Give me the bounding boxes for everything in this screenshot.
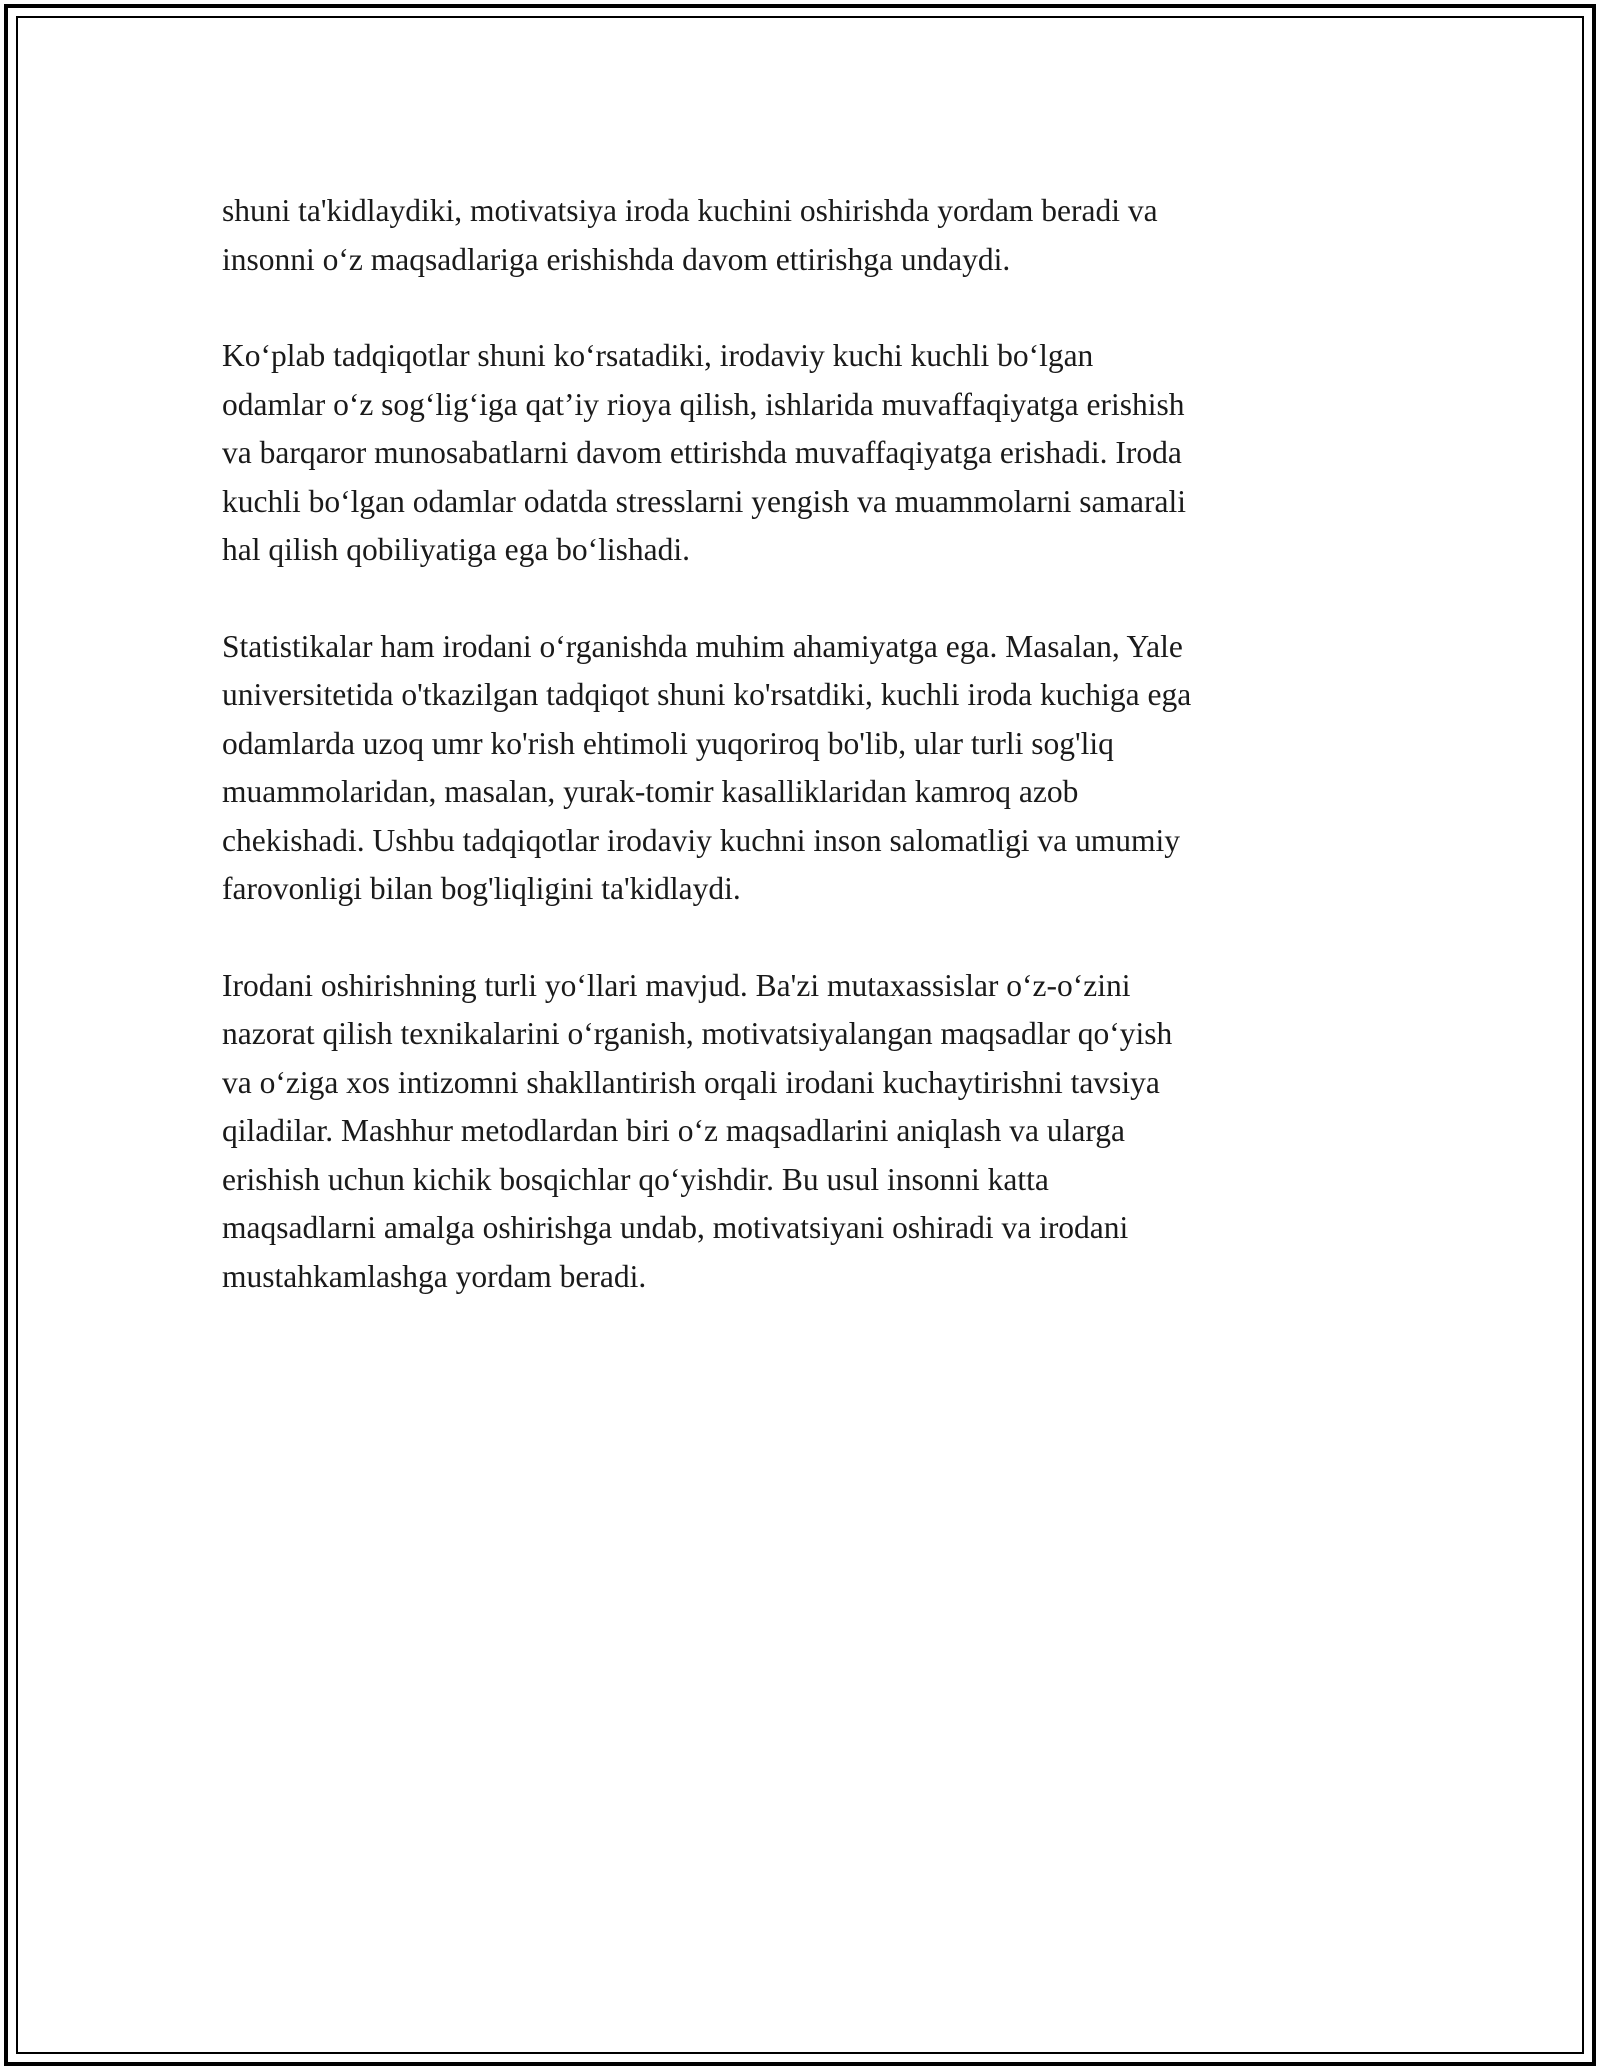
paragraph-research (222, 332, 1412, 575)
text-line: qiladilar. Mashhur metodlardan biri oʻz maqsadlarini aniqlash va ularga (222, 1113, 1126, 1148)
text-line: maqsadlarni amalga oshirishga undab, motivatsiyani oshiradi va irodani (222, 1210, 1129, 1245)
text-line: odamlarda uzoq umr ko'rish ehtimoli yuqoriroq bo'lib, ular turli sog'liq (222, 725, 1114, 761)
paragraph-methods (222, 962, 1412, 1302)
text-line: erishish uchun kichik bosqichlar qoʻyishdir. Bu usul insonni katta (222, 1161, 1049, 1197)
text-line: Koʻplab tadqiqotlar shuni koʻrsatadiki, irodaviy kuchi kuchli boʻlgan (222, 338, 1094, 373)
text-line: mustahkamlashga yordam beradi. (222, 1258, 647, 1294)
text-line: hal qilish qobiliyatiga ega boʻlishadi. (222, 532, 691, 567)
text-line: Irodani oshirishning turli yoʻllari mavjud. Ba'zi mutaxassislar oʻz-oʻzini (222, 967, 1131, 1003)
text-line: odamlar oʻz sogʻligʻiga qat’iy rioya qilish, ishlarida muvaffaqiyatga erishish (222, 386, 1185, 422)
text-line: shuni ta'kidlaydiki, motivatsiya iroda kuchini oshirishda yordam beradi va (222, 193, 1158, 228)
text-line: farovonligi bilan bog'liqligini ta'kidlaydi. (222, 871, 741, 906)
paragraph-statistics (222, 623, 1412, 914)
text-line: va oʻziga xos intizomni shakllantirish orqali irodani kuchaytirishni tavsiya (222, 1064, 1160, 1100)
text-line: kuchli boʻlgan odamlar odatda stresslarni yengish va muammolarni samarali (222, 483, 1186, 519)
paragraph-motivation (222, 187, 1412, 284)
text-line: nazorat qilish texnikalarini oʻrganish, motivatsiyalangan maqsadlar qoʻyish (222, 1016, 1173, 1051)
text-line: insonni oʻz maqsadlariga erishishda davom ettirishga undaydi. (222, 241, 1011, 277)
text-line: chekishadi. Ushbu tadqiqotlar irodaviy kuchni inson salomatligi va umumiy (222, 822, 1180, 858)
document-body (222, 187, 1412, 1349)
text-line: universitetida o'tkazilgan tadqiqot shuni ko'rsatdiki, kuchli iroda kuchiga ega (222, 677, 1192, 712)
text-line: va barqaror munosabatlarni davom ettirishda muvaffaqiyatga erishadi. Iroda (222, 435, 1182, 470)
text-line: Statistikalar ham irodani oʻrganishda muhim ahamiyatga ega. Masalan, Yale (222, 628, 1183, 664)
text-line: muammolaridan, masalan, yurak-tomir kasalliklaridan kamroq azob (222, 774, 1079, 809)
